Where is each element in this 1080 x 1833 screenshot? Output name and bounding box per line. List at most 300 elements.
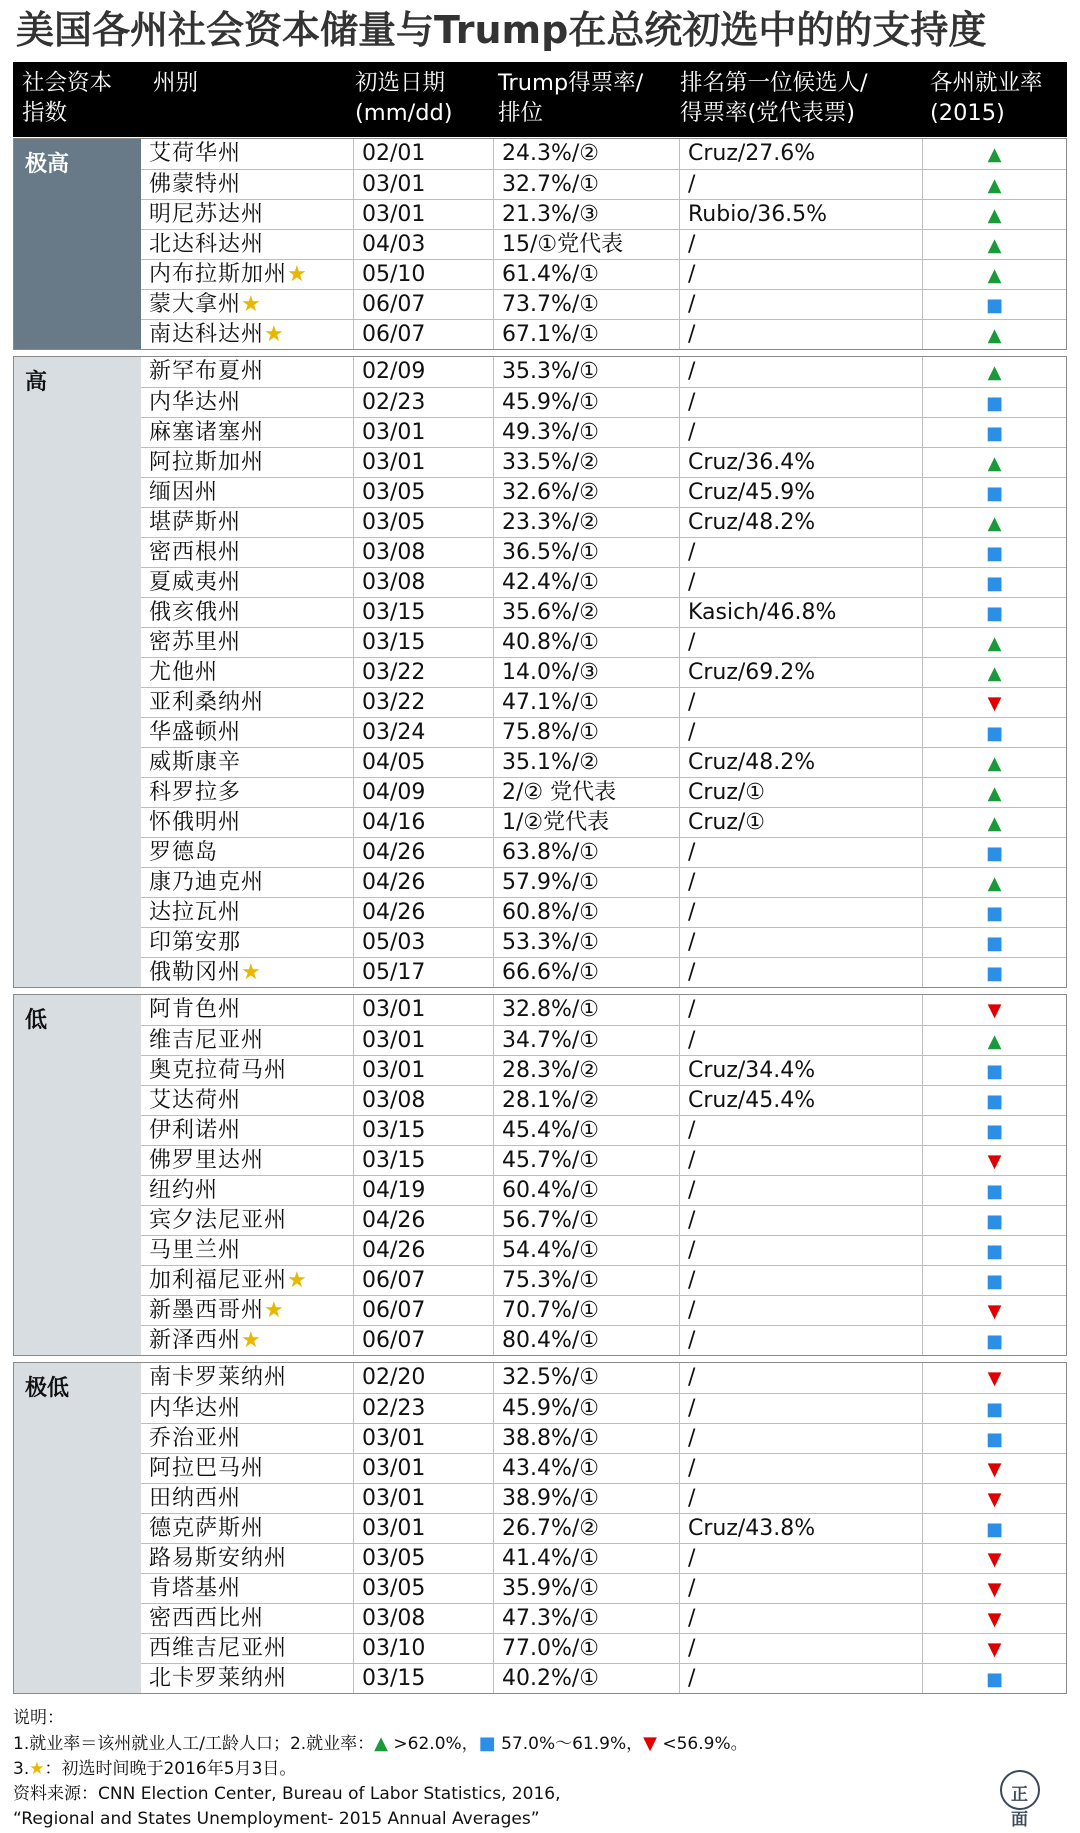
triangle-up-icon: ▲ [987,663,1002,684]
employment-cell [922,260,1066,289]
star-icon: ★ [287,262,308,287]
date-cell: 03/01 [353,448,493,477]
square-icon: ■ [985,963,1003,984]
state-name: 伊利诺州 [149,1118,242,1143]
state-name: 内布拉斯加州 [149,262,288,287]
state-name: 密西根州 [149,540,242,565]
employment-cell [922,538,1066,567]
employment-cell [922,320,1066,349]
top-candidate-cell: / [679,868,922,897]
table-row [141,807,1066,837]
triangle-down-icon: ▼ [987,1459,1002,1480]
table-row [141,597,1066,627]
top-candidate-cell: / [679,928,922,957]
top-candidate-cell: / [679,1574,922,1603]
trump-share-cell: 14.0%/③ [493,658,679,687]
table-row [141,1363,1066,1393]
trump-share-cell: 35.6%/② [493,598,679,627]
state-cell [141,418,353,447]
date-cell: 04/19 [353,1176,493,1205]
data-table [13,138,1067,1700]
header-trump-share: Trump得票率/ 排位 [498,70,644,126]
state-name: 怀俄明州 [149,810,242,835]
top-candidate-cell: / [679,898,922,927]
top-candidate-cell: Cruz/48.2% [679,748,922,777]
state-name: 密西西比州 [149,1606,265,1631]
employment-cell [922,628,1066,657]
table-row [141,1295,1066,1325]
date-cell: 02/09 [353,357,493,387]
state-cell [141,320,353,349]
table-row [141,1453,1066,1483]
triangle-up-icon: ▲ [987,325,1002,346]
employment-cell [922,1236,1066,1265]
trump-share-cell: 75.8%/① [493,718,679,747]
trump-share-cell: 15/①党代表 [493,230,679,259]
state-cell [141,448,353,477]
square-icon: ■ [985,1211,1003,1232]
group-1 [13,356,1067,988]
date-cell: 04/26 [353,1206,493,1235]
table-row [141,1265,1066,1295]
table-row [141,1663,1066,1693]
employment-cell [922,1326,1066,1355]
triangle-up-icon: ▲ [987,235,1002,256]
trump-share-cell: 45.9%/① [493,1394,679,1423]
top-candidate-cell: / [679,1026,922,1055]
square-icon: ■ [985,393,1003,414]
state-cell [141,1056,353,1085]
notes: 说明： 1.就业率＝该州就业人工/工龄人口；2.就业率：▲ >62.0%，■ 57.0%～61.9%，▼ <56.9%。 3.★：初选时间晚于2016年5月3日。 资料来源：CNN Election Center, Bureau of Labor Statistics, 2016, “Regional and States Unemployment- 2015 Annual Averages” [13,1706,748,1832]
triangle-up-icon: ▲ [987,633,1002,654]
star-icon: ★ [29,1759,45,1779]
trump-share-cell: 66.6%/① [493,958,679,987]
note-source: 资料来源：CNN Election Center, Bureau of Labor Statistics, 2016, [13,1784,561,1804]
trump-share-cell: 26.7%/② [493,1514,679,1543]
employment-cell [922,1634,1066,1663]
table-row [141,717,1066,747]
state-name: 堪萨斯州 [149,510,242,535]
trump-share-cell: 32.5%/① [493,1363,679,1393]
trump-share-cell: 35.1%/② [493,748,679,777]
date-cell: 03/01 [353,995,493,1025]
state-cell [141,1484,353,1513]
top-candidate-cell: / [679,1206,922,1235]
trump-share-cell: 41.4%/① [493,1544,679,1573]
table-row [141,1633,1066,1663]
date-cell: 03/08 [353,538,493,567]
top-candidate-cell: / [679,1236,922,1265]
employment-cell [922,388,1066,417]
trump-share-cell: 23.3%/② [493,508,679,537]
date-cell: 03/22 [353,658,493,687]
table-row [141,199,1066,229]
state-name: 南卡罗莱纳州 [149,1365,288,1390]
square-icon: ■ [985,1669,1003,1690]
employment-cell [922,1544,1066,1573]
table-row [141,1483,1066,1513]
date-cell: 02/23 [353,388,493,417]
state-name: 威斯康辛 [149,750,242,775]
triangle-up-icon: ▲ [987,513,1002,534]
state-name: 蒙大拿州 [149,292,242,317]
state-name: 乔治亚州 [149,1426,242,1451]
employment-cell [922,139,1066,169]
top-candidate-cell: / [679,230,922,259]
state-cell [141,1146,353,1175]
table-row [141,1325,1066,1355]
employment-cell [922,1146,1066,1175]
triangle-down-icon: ▼ [987,693,1002,714]
trump-share-cell: 40.8%/① [493,628,679,657]
state-name: 密苏里州 [149,630,242,655]
employment-cell [922,1574,1066,1603]
employment-cell [922,898,1066,927]
state-name: 西维吉尼亚州 [149,1636,288,1661]
trump-share-cell: 45.4%/① [493,1116,679,1145]
triangle-up-icon: ▲ [987,362,1002,383]
triangle-down-icon: ▼ [987,1549,1002,1570]
trump-share-cell: 28.1%/② [493,1086,679,1115]
table-row [141,1025,1066,1055]
star-icon: ★ [264,322,285,347]
state-cell [141,1326,353,1355]
note-star: 3.★：初选时间晚于2016年5月3日。 [13,1759,297,1779]
date-cell: 03/01 [353,170,493,199]
employment-cell [922,357,1066,387]
trump-share-cell: 33.5%/② [493,448,679,477]
top-candidate-cell: / [679,388,922,417]
state-cell [141,1266,353,1295]
table-row [141,259,1066,289]
state-name: 路易斯安纳州 [149,1546,288,1571]
state-name: 纽约州 [149,1178,219,1203]
date-cell: 03/15 [353,1116,493,1145]
employment-cell [922,1176,1066,1205]
employment-cell [922,1454,1066,1483]
table-row [141,1393,1066,1423]
state-name: 佛罗里达州 [149,1148,265,1173]
date-cell: 03/05 [353,1574,493,1603]
date-cell: 03/08 [353,1604,493,1633]
state-name: 内华达州 [149,1396,242,1421]
state-cell [141,1026,353,1055]
date-cell: 03/01 [353,1454,493,1483]
date-cell: 02/20 [353,1363,493,1393]
state-cell [141,598,353,627]
state-name: 奥克拉荷马州 [149,1058,288,1083]
date-cell: 03/01 [353,1424,493,1453]
triangle-up-icon: ▲ [987,873,1002,894]
state-cell [141,688,353,717]
date-cell: 03/01 [353,200,493,229]
top-candidate-cell: Cruz/① [679,778,922,807]
state-cell [141,1116,353,1145]
state-cell [141,838,353,867]
table-row [141,1235,1066,1265]
trump-share-cell: 40.2%/① [493,1664,679,1693]
state-name: 夏威夷州 [149,570,242,595]
top-candidate-cell: / [679,958,922,987]
triangle-down-icon: ▼ [987,1151,1002,1172]
trump-share-cell: 2/② 党代表 [493,778,679,807]
employment-cell [922,1514,1066,1543]
state-name: 内华达州 [149,390,242,415]
employment-cell [922,995,1066,1025]
triangle-down-icon: ▼ [987,1579,1002,1600]
state-cell [141,898,353,927]
state-cell [141,928,353,957]
state-name: 马里兰州 [149,1238,242,1263]
group-label: 极高 [14,139,141,349]
date-cell: 04/16 [353,808,493,837]
employment-cell [922,1086,1066,1115]
table-row [141,229,1066,259]
trump-share-cell: 47.3%/① [493,1604,679,1633]
square-icon: ■ [985,483,1003,504]
state-name: 俄亥俄州 [149,600,242,625]
trump-share-cell: 21.3%/③ [493,200,679,229]
state-name: 阿拉斯加州 [149,450,265,475]
state-name: 北达科达州 [149,232,265,257]
state-name: 康乃迪克州 [149,870,265,895]
employment-cell [922,808,1066,837]
employment-cell [922,598,1066,627]
header-top-candidate: 排名第一位候选人/ 得票率(党代表票) [680,70,868,126]
state-name: 罗德岛 [149,840,219,865]
top-candidate-cell: Cruz/36.4% [679,448,922,477]
trump-share-cell: 56.7%/① [493,1206,679,1235]
state-cell [141,568,353,597]
date-cell: 06/07 [353,320,493,349]
square-icon: ■ [985,903,1003,924]
employment-cell [922,1484,1066,1513]
top-candidate-cell: / [679,1664,922,1693]
square-icon: ■ [985,1271,1003,1292]
square-icon: ■ [478,1733,496,1754]
square-icon: ■ [985,543,1003,564]
state-name: 华盛顿州 [149,720,242,745]
date-cell: 03/01 [353,1484,493,1513]
note-employment: 1.就业率＝该州就业人工/工龄人口；2.就业率：▲ >62.0%，■ 57.0%～61.9%，▼ <56.9%。 [13,1733,748,1754]
table-row [141,1145,1066,1175]
date-cell: 03/08 [353,568,493,597]
top-candidate-cell: Cruz/34.4% [679,1056,922,1085]
state-cell [141,1454,353,1483]
trump-share-cell: 47.1%/① [493,688,679,717]
triangle-up-icon: ▲ [987,453,1002,474]
trump-share-cell: 24.3%/② [493,139,679,169]
top-candidate-cell: Cruz/45.4% [679,1086,922,1115]
date-cell: 03/15 [353,1664,493,1693]
employment-cell [922,230,1066,259]
triangle-up-icon: ▲ [987,1031,1002,1052]
square-icon: ■ [985,423,1003,444]
star-icon: ★ [264,1298,285,1323]
table-row [141,927,1066,957]
table-row [141,357,1066,387]
state-cell [141,200,353,229]
state-name: 艾达荷州 [149,1088,242,1113]
table-row [141,567,1066,597]
top-candidate-cell: / [679,1424,922,1453]
state-name: 德克萨斯州 [149,1516,265,1541]
state-name: 缅因州 [149,480,219,505]
date-cell: 05/03 [353,928,493,957]
top-candidate-cell: / [679,1604,922,1633]
employment-cell [922,1604,1066,1633]
employment-cell [922,1363,1066,1393]
square-icon: ■ [985,573,1003,594]
triangle-up-icon: ▲ [987,205,1002,226]
trump-share-cell: 77.0%/① [493,1634,679,1663]
employment-cell [922,1266,1066,1295]
header-primary-date: 初选日期 (mm/dd) [355,70,453,126]
trump-share-cell: 67.1%/① [493,320,679,349]
table-row [141,897,1066,927]
state-cell [141,1604,353,1633]
date-cell: 05/10 [353,260,493,289]
triangle-down-icon: ▼ [987,1639,1002,1660]
group-0 [13,138,1067,350]
triangle-up-icon: ▲ [987,753,1002,774]
top-candidate-cell: / [679,568,922,597]
note-source-2: “Regional and States Unemployment- 2015 Annual Averages” [13,1809,540,1829]
top-candidate-cell: / [679,1394,922,1423]
date-cell: 04/05 [353,748,493,777]
state-cell [141,508,353,537]
date-cell: 04/09 [353,778,493,807]
group-label: 高 [14,357,141,987]
state-cell [141,1544,353,1573]
state-cell [141,260,353,289]
table-row [141,387,1066,417]
group-label: 极低 [14,1363,141,1693]
table-row [141,477,1066,507]
table-row [141,627,1066,657]
square-icon: ■ [985,723,1003,744]
top-candidate-cell: / [679,1326,922,1355]
top-candidate-cell: Cruz/27.6% [679,139,922,169]
trump-share-cell: 75.3%/① [493,1266,679,1295]
square-icon: ■ [985,1241,1003,1262]
date-cell: 03/15 [353,598,493,627]
trump-share-cell: 60.4%/① [493,1176,679,1205]
date-cell: 04/26 [353,868,493,897]
state-name: 俄勒冈州 [149,960,242,985]
date-cell: 03/01 [353,1056,493,1085]
state-cell [141,1634,353,1663]
table-row [141,1603,1066,1633]
employment-cell [922,868,1066,897]
trump-share-cell: 42.4%/① [493,568,679,597]
state-cell [141,1296,353,1325]
table-header [13,62,1067,137]
employment-cell [922,1056,1066,1085]
group-2 [13,994,1067,1356]
top-candidate-cell: / [679,1484,922,1513]
state-cell [141,1363,353,1393]
triangle-down-icon: ▼ [643,1733,657,1754]
employment-cell [922,1296,1066,1325]
trump-share-cell: 70.7%/① [493,1296,679,1325]
date-cell: 04/26 [353,1236,493,1265]
employment-cell [922,1206,1066,1235]
state-cell [141,290,353,319]
trump-share-cell: 35.3%/① [493,357,679,387]
trump-share-cell: 38.9%/① [493,1484,679,1513]
date-cell: 06/07 [353,1326,493,1355]
table-row [141,1543,1066,1573]
employment-cell [922,658,1066,687]
employment-cell [922,1664,1066,1693]
state-name: 达拉瓦州 [149,900,242,925]
top-candidate-cell: / [679,1363,922,1393]
trump-share-cell: 73.7%/① [493,290,679,319]
square-icon: ■ [985,1519,1003,1540]
table-row [141,319,1066,349]
date-cell: 03/01 [353,1026,493,1055]
state-name: 加利福尼亚州 [149,1268,288,1293]
square-icon: ■ [985,1399,1003,1420]
state-cell [141,230,353,259]
employment-cell [922,448,1066,477]
square-icon: ■ [985,1331,1003,1352]
date-cell: 04/26 [353,838,493,867]
triangle-up-icon: ▲ [987,783,1002,804]
top-candidate-cell: Cruz/69.2% [679,658,922,687]
date-cell: 03/01 [353,1514,493,1543]
state-name: 维吉尼亚州 [149,1028,265,1053]
state-cell [141,1176,353,1205]
state-name: 科罗拉多 [149,780,242,805]
top-candidate-cell: / [679,357,922,387]
employment-cell [922,748,1066,777]
state-cell [141,538,353,567]
header-social-capital: 社会资本 指数 [22,70,113,126]
triangle-up-icon: ▲ [374,1733,389,1754]
trump-share-cell: 63.8%/① [493,838,679,867]
top-candidate-cell: Cruz/43.8% [679,1514,922,1543]
state-cell [141,1574,353,1603]
top-candidate-cell: / [679,688,922,717]
state-cell [141,808,353,837]
state-cell [141,628,353,657]
trump-share-cell: 32.6%/② [493,478,679,507]
state-cell [141,478,353,507]
employment-cell [922,1116,1066,1145]
state-cell [141,1206,353,1235]
employment-cell [922,1394,1066,1423]
trump-share-cell: 32.7%/① [493,170,679,199]
top-candidate-cell: / [679,538,922,567]
square-icon: ■ [985,1091,1003,1112]
table-row [141,747,1066,777]
date-cell: 06/07 [353,1296,493,1325]
state-name: 佛蒙特州 [149,172,242,197]
trump-share-cell: 49.3%/① [493,418,679,447]
table-row [141,139,1066,169]
table-row [141,1205,1066,1235]
top-candidate-cell: / [679,628,922,657]
state-cell [141,1424,353,1453]
trump-share-cell: 43.4%/① [493,1454,679,1483]
top-candidate-cell: / [679,1634,922,1663]
triangle-up-icon: ▲ [987,265,1002,286]
employment-cell [922,1424,1066,1453]
employment-cell [922,418,1066,447]
trump-share-cell: 53.3%/① [493,928,679,957]
